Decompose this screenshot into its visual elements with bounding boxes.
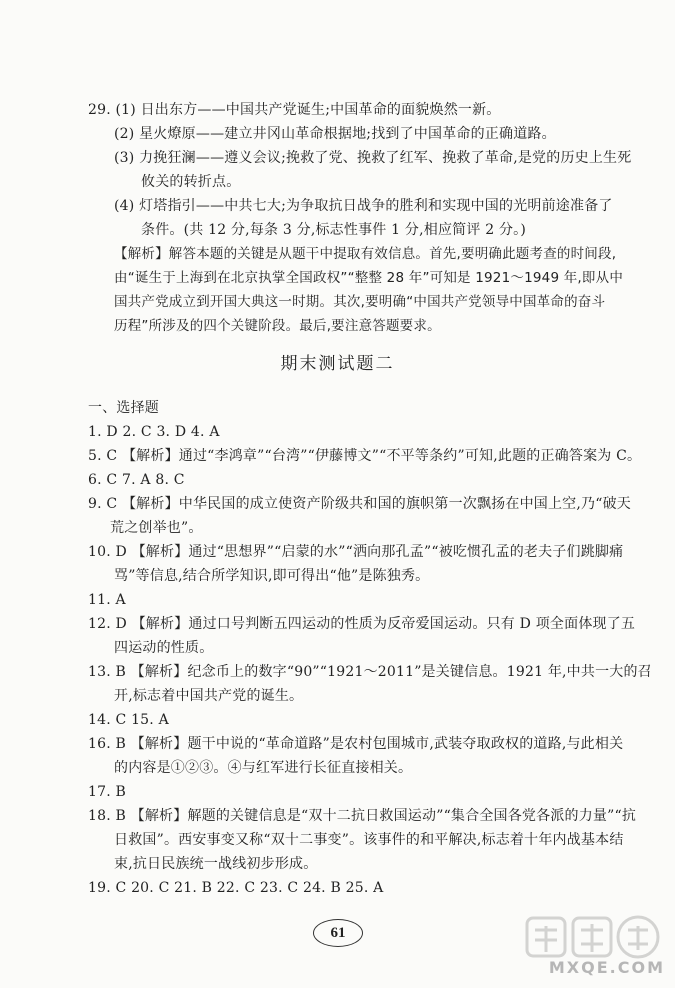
answer-13-cont: 开,标志着中国共产党的诞生。: [114, 688, 304, 704]
answer-13: 13. B 【解析】纪念币上的数字“90”“1921～2011”是关键信息。1921 年,中共一大的召: [88, 664, 652, 680]
analysis-29-line-3: 国共产党成立到开国大典这一时期。其次,要明确“中国共产党领导中国革命的奋斗: [114, 294, 606, 310]
analysis-29-line-1: 【解析】解答本题的关键是从题干中提取有效信息。首先,要明确此题考查的时间段,: [114, 246, 617, 262]
answer-29-part-1: 29. (1) 日出东方——中国共产党诞生;中国革命的面貌焕然一新。: [88, 102, 501, 118]
answers-14-15: 14. C 15. A: [88, 712, 169, 728]
answer-18: 18. B 【解析】解题的关键信息是“双十二抗日救国运动”“集合全国各党各派的力量”“抗: [88, 808, 637, 824]
answers-6-8: 6. C 7. A 8. C: [88, 472, 185, 488]
answer-9: 9. C 【解析】中华民国的成立使资产阶级共和国的旗帜第一次飘扬在中国上空,乃“破天: [88, 496, 631, 512]
answer-18-cont-2: 束,抗日民族统一战线初步形成。: [114, 856, 318, 872]
section-heading: 一、选择题: [88, 400, 159, 416]
answer-29-part-3: (3) 力挽狂澜——遵义会议;挽救了党、挽救了红军、挽救了革命,是党的历史上生死: [114, 150, 632, 166]
answer-11: 11. A: [88, 592, 126, 608]
analysis-29-line-2: 由“诞生于上海到在北京执掌全国政权”“整整 28 年”可知是 1921～1949 年,即从中: [114, 270, 624, 286]
answer-16-cont: 的内容是①②③。④与红军进行长征直接相关。: [114, 760, 413, 776]
page-number: 61: [313, 919, 363, 947]
answer-29-part-2: (2) 星火燎原——建立井冈山革命根据地;找到了中国革命的正确道路。: [114, 126, 556, 142]
answer-9-cont: 荒之创举也”。: [110, 520, 203, 536]
answer-29-part-4-cont: 条件。(共 12 分,每条 3 分,标志性事件 1 分,相应简评 2 分。): [141, 222, 527, 238]
answer-10: 10. D 【解析】通过“思想界”“启蒙的水”“洒向那孔孟”“被吃惯孔孟的老夫子们跳脚痛: [88, 544, 624, 560]
answer-10-cont: 骂”等信息,结合所学知识,即可得出“他”是陈独秀。: [114, 568, 430, 584]
answer-29-part-3-cont: 攸关的转折点。: [141, 174, 241, 190]
answer-12: 12. D 【解析】通过口号判断五四运动的性质为反帝爱国运动。只有 D 项全面体现了五: [88, 616, 636, 632]
answer-18-cont-1: 日救国”。西安事变又称“双十二事变”。该事件的和平解决,标志着十年内战基本结: [114, 832, 624, 848]
exam-title: 期末测试题二: [280, 354, 395, 374]
answer-17: 17. B: [88, 784, 127, 800]
watermark-url: MXQE.COM: [548, 958, 665, 977]
answer-5: 5. C 【解析】通过“李鸿章”“台湾”“伊藤博文”“不平等条约”可知,此题的正确答案为 C。: [88, 448, 642, 464]
answer-16: 16. B 【解析】题干中说的“革命道路”是农村包围城市,武装夺取政权的道路,与此相关: [88, 736, 624, 752]
analysis-29-line-4: 历程”所涉及的四个关键阶段。最后,要注意答题要求。: [114, 318, 441, 334]
answers-19-25: 19. C 20. C 21. B 22. C 23. C 24. B 25. A: [88, 880, 384, 896]
answer-12-cont: 四运动的性质。: [114, 640, 214, 656]
answers-1-4: 1. D 2. C 3. D 4. A: [88, 424, 220, 440]
answer-29-part-4: (4) 灯塔指引——中共七大;为争取抗日战争的胜利和实现中国的光明前途准备了: [114, 198, 613, 214]
